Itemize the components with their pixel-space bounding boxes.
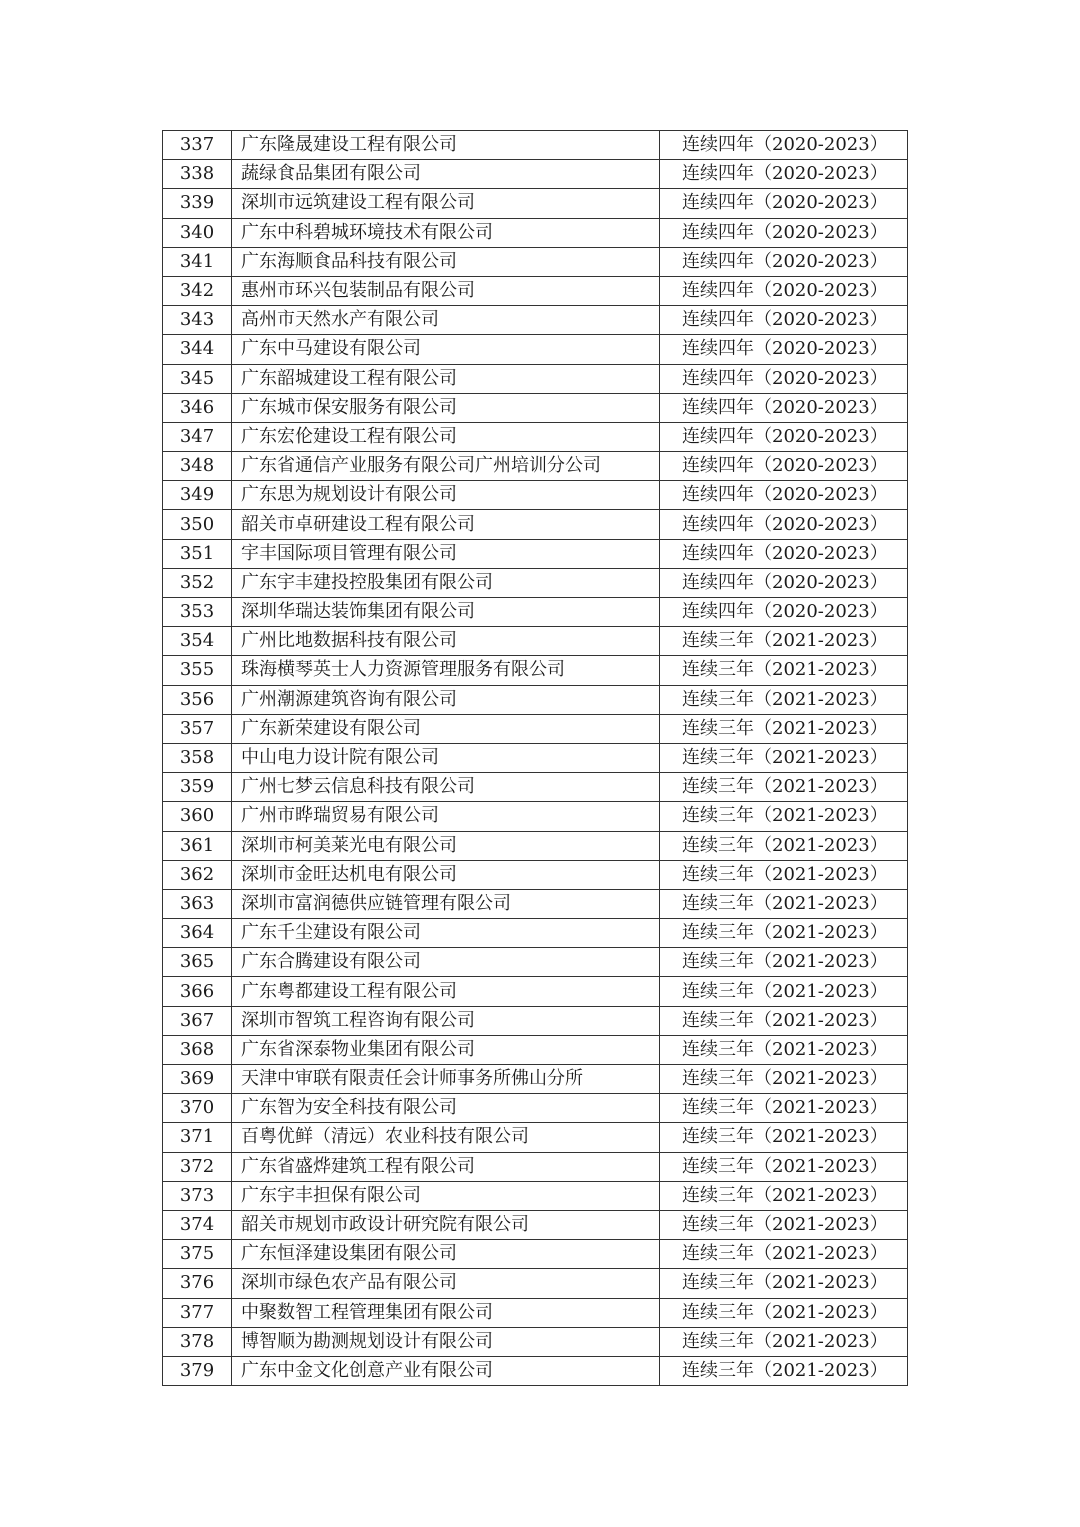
- table-row: [163, 1035, 908, 1064]
- table-row: [163, 1152, 908, 1181]
- company-name-cell: 广东智为安全科技有限公司: [232, 1094, 660, 1123]
- row-number-cell: 370: [163, 1094, 232, 1123]
- table-row: [163, 276, 908, 305]
- continuity-status-cell: 连续三年（2021-2023）: [660, 1035, 908, 1064]
- company-name-cell: 高州市天然水产有限公司: [232, 306, 660, 335]
- row-number-cell: 367: [163, 1006, 232, 1035]
- table-row: [163, 831, 908, 860]
- table-row: [163, 160, 908, 189]
- table-row: [163, 1269, 908, 1298]
- continuity-status-cell: 连续三年（2021-2023）: [660, 1123, 908, 1152]
- row-number-cell: 342: [163, 276, 232, 305]
- continuity-status-cell: 连续四年（2020-2023）: [660, 131, 908, 160]
- continuity-status-cell: 连续三年（2021-2023）: [660, 1240, 908, 1269]
- table-body: [163, 131, 908, 1386]
- row-number-cell: 369: [163, 1065, 232, 1094]
- row-number-cell: 364: [163, 919, 232, 948]
- row-number-cell: 338: [163, 160, 232, 189]
- company-name-cell: 珠海横琴英士人力资源管理服务有限公司: [232, 656, 660, 685]
- continuity-status-cell: 连续三年（2021-2023）: [660, 860, 908, 889]
- company-list-table-container: [162, 130, 908, 1386]
- continuity-status-cell: 连续三年（2021-2023）: [660, 1094, 908, 1123]
- company-name-cell: 广东省深泰物业集团有限公司: [232, 1035, 660, 1064]
- table-row: [163, 1065, 908, 1094]
- continuity-status-cell: 连续四年（2020-2023）: [660, 539, 908, 568]
- company-name-cell: 惠州市环兴包装制品有限公司: [232, 276, 660, 305]
- continuity-status-cell: 连续三年（2021-2023）: [660, 1065, 908, 1094]
- table-row: [163, 393, 908, 422]
- continuity-status-cell: 连续四年（2020-2023）: [660, 218, 908, 247]
- row-number-cell: 343: [163, 306, 232, 335]
- company-name-cell: 广东省盛烨建筑工程有限公司: [232, 1152, 660, 1181]
- row-number-cell: 355: [163, 656, 232, 685]
- company-name-cell: 广东千尘建设有限公司: [232, 919, 660, 948]
- company-name-cell: 广东海顺食品科技有限公司: [232, 247, 660, 276]
- row-number-cell: 359: [163, 773, 232, 802]
- company-name-cell: 广东中金文化创意产业有限公司: [232, 1356, 660, 1385]
- table-row: [163, 306, 908, 335]
- continuity-status-cell: 连续四年（2020-2023）: [660, 335, 908, 364]
- continuity-status-cell: 连续三年（2021-2023）: [660, 919, 908, 948]
- company-name-cell: 天津中审联有限责任会计师事务所佛山分所: [232, 1065, 660, 1094]
- continuity-status-cell: 连续三年（2021-2023）: [660, 656, 908, 685]
- continuity-status-cell: 连续三年（2021-2023）: [660, 627, 908, 656]
- row-number-cell: 345: [163, 364, 232, 393]
- table-row: [163, 568, 908, 597]
- company-name-cell: 广州比地数据科技有限公司: [232, 627, 660, 656]
- continuity-status-cell: 连续三年（2021-2023）: [660, 831, 908, 860]
- company-name-cell: 宇丰国际项目管理有限公司: [232, 539, 660, 568]
- row-number-cell: 349: [163, 481, 232, 510]
- row-number-cell: 352: [163, 568, 232, 597]
- table-row: [163, 714, 908, 743]
- table-row: [163, 1006, 908, 1035]
- table-row: [163, 977, 908, 1006]
- company-name-cell: 广州潮源建筑咨询有限公司: [232, 685, 660, 714]
- row-number-cell: 340: [163, 218, 232, 247]
- row-number-cell: 374: [163, 1210, 232, 1239]
- company-name-cell: 广东粤都建设工程有限公司: [232, 977, 660, 1006]
- row-number-cell: 379: [163, 1356, 232, 1385]
- row-number-cell: 372: [163, 1152, 232, 1181]
- company-name-cell: 深圳市智筑工程咨询有限公司: [232, 1006, 660, 1035]
- continuity-status-cell: 连续三年（2021-2023）: [660, 1210, 908, 1239]
- table-row: [163, 656, 908, 685]
- table-row: [163, 1210, 908, 1239]
- continuity-status-cell: 连续三年（2021-2023）: [660, 889, 908, 918]
- table-row: [163, 1356, 908, 1385]
- continuity-status-cell: 连续四年（2020-2023）: [660, 393, 908, 422]
- table-row: [163, 481, 908, 510]
- table-row: [163, 247, 908, 276]
- continuity-status-cell: 连续三年（2021-2023）: [660, 977, 908, 1006]
- row-number-cell: 346: [163, 393, 232, 422]
- row-number-cell: 348: [163, 452, 232, 481]
- table-row: [163, 889, 908, 918]
- continuity-status-cell: 连续四年（2020-2023）: [660, 364, 908, 393]
- table-row: [163, 1181, 908, 1210]
- row-number-cell: 361: [163, 831, 232, 860]
- continuity-status-cell: 连续四年（2020-2023）: [660, 452, 908, 481]
- company-list-table: [162, 130, 908, 1386]
- company-name-cell: 深圳市绿色农产品有限公司: [232, 1269, 660, 1298]
- company-name-cell: 广东宇丰担保有限公司: [232, 1181, 660, 1210]
- table-row: [163, 627, 908, 656]
- table-row: [163, 802, 908, 831]
- company-name-cell: 韶关市卓研建设工程有限公司: [232, 510, 660, 539]
- company-name-cell: 广东中科碧城环境技术有限公司: [232, 218, 660, 247]
- company-name-cell: 广州七梦云信息科技有限公司: [232, 773, 660, 802]
- row-number-cell: 344: [163, 335, 232, 364]
- table-row: [163, 919, 908, 948]
- continuity-status-cell: 连续四年（2020-2023）: [660, 422, 908, 451]
- company-name-cell: 广东新荣建设有限公司: [232, 714, 660, 743]
- company-name-cell: 深圳华瑞达装饰集团有限公司: [232, 598, 660, 627]
- table-row: [163, 743, 908, 772]
- company-name-cell: 广东城市保安服务有限公司: [232, 393, 660, 422]
- table-row: [163, 685, 908, 714]
- row-number-cell: 376: [163, 1269, 232, 1298]
- company-name-cell: 广东恒泽建设集团有限公司: [232, 1240, 660, 1269]
- company-name-cell: 广东合腾建设有限公司: [232, 948, 660, 977]
- table-row: [163, 1298, 908, 1327]
- company-name-cell: 广东隆晟建设工程有限公司: [232, 131, 660, 160]
- table-row: [163, 452, 908, 481]
- company-name-cell: 广东韶城建设工程有限公司: [232, 364, 660, 393]
- company-name-cell: 蔬绿食品集团有限公司: [232, 160, 660, 189]
- row-number-cell: 375: [163, 1240, 232, 1269]
- continuity-status-cell: 连续四年（2020-2023）: [660, 189, 908, 218]
- row-number-cell: 350: [163, 510, 232, 539]
- continuity-status-cell: 连续三年（2021-2023）: [660, 685, 908, 714]
- table-row: [163, 1327, 908, 1356]
- company-name-cell: 深圳市金旺达机电有限公司: [232, 860, 660, 889]
- continuity-status-cell: 连续四年（2020-2023）: [660, 276, 908, 305]
- row-number-cell: 377: [163, 1298, 232, 1327]
- table-row: [163, 422, 908, 451]
- company-name-cell: 深圳市柯美莱光电有限公司: [232, 831, 660, 860]
- row-number-cell: 362: [163, 860, 232, 889]
- row-number-cell: 365: [163, 948, 232, 977]
- table-row: [163, 335, 908, 364]
- company-name-cell: 韶关市规划市政设计研究院有限公司: [232, 1210, 660, 1239]
- company-name-cell: 百粤优鲜（清远）农业科技有限公司: [232, 1123, 660, 1152]
- continuity-status-cell: 连续四年（2020-2023）: [660, 247, 908, 276]
- continuity-status-cell: 连续三年（2021-2023）: [660, 1152, 908, 1181]
- row-number-cell: 366: [163, 977, 232, 1006]
- table-row: [163, 189, 908, 218]
- table-row: [163, 539, 908, 568]
- table-row: [163, 1123, 908, 1152]
- row-number-cell: 347: [163, 422, 232, 451]
- row-number-cell: 354: [163, 627, 232, 656]
- row-number-cell: 351: [163, 539, 232, 568]
- table-row: [163, 860, 908, 889]
- company-name-cell: 广东省通信产业服务有限公司广州培训分公司: [232, 452, 660, 481]
- company-name-cell: 博智顺为勘测规划设计有限公司: [232, 1327, 660, 1356]
- company-name-cell: 深圳市富润德供应链管理有限公司: [232, 889, 660, 918]
- table-row: [163, 773, 908, 802]
- table-row: [163, 364, 908, 393]
- row-number-cell: 358: [163, 743, 232, 772]
- continuity-status-cell: 连续三年（2021-2023）: [660, 948, 908, 977]
- table-row: [163, 598, 908, 627]
- row-number-cell: 378: [163, 1327, 232, 1356]
- continuity-status-cell: 连续三年（2021-2023）: [660, 1269, 908, 1298]
- company-name-cell: 中聚数智工程管理集团有限公司: [232, 1298, 660, 1327]
- continuity-status-cell: 连续四年（2020-2023）: [660, 598, 908, 627]
- continuity-status-cell: 连续四年（2020-2023）: [660, 568, 908, 597]
- row-number-cell: 357: [163, 714, 232, 743]
- company-name-cell: 广东中马建设有限公司: [232, 335, 660, 364]
- continuity-status-cell: 连续四年（2020-2023）: [660, 160, 908, 189]
- row-number-cell: 341: [163, 247, 232, 276]
- row-number-cell: 353: [163, 598, 232, 627]
- row-number-cell: 356: [163, 685, 232, 714]
- continuity-status-cell: 连续三年（2021-2023）: [660, 1327, 908, 1356]
- row-number-cell: 368: [163, 1035, 232, 1064]
- row-number-cell: 339: [163, 189, 232, 218]
- continuity-status-cell: 连续三年（2021-2023）: [660, 1356, 908, 1385]
- continuity-status-cell: 连续三年（2021-2023）: [660, 802, 908, 831]
- continuity-status-cell: 连续四年（2020-2023）: [660, 510, 908, 539]
- table-row: [163, 948, 908, 977]
- continuity-status-cell: 连续三年（2021-2023）: [660, 743, 908, 772]
- table-row: [163, 510, 908, 539]
- continuity-status-cell: 连续四年（2020-2023）: [660, 306, 908, 335]
- row-number-cell: 337: [163, 131, 232, 160]
- company-name-cell: 广东宇丰建投控股集团有限公司: [232, 568, 660, 597]
- table-row: [163, 1094, 908, 1123]
- row-number-cell: 371: [163, 1123, 232, 1152]
- company-name-cell: 中山电力设计院有限公司: [232, 743, 660, 772]
- table-row: [163, 1240, 908, 1269]
- row-number-cell: 363: [163, 889, 232, 918]
- company-name-cell: 深圳市远筑建设工程有限公司: [232, 189, 660, 218]
- table-row: [163, 218, 908, 247]
- row-number-cell: 360: [163, 802, 232, 831]
- table-row: [163, 131, 908, 160]
- continuity-status-cell: 连续四年（2020-2023）: [660, 481, 908, 510]
- continuity-status-cell: 连续三年（2021-2023）: [660, 773, 908, 802]
- continuity-status-cell: 连续三年（2021-2023）: [660, 1006, 908, 1035]
- company-name-cell: 广东思为规划设计有限公司: [232, 481, 660, 510]
- company-name-cell: 广州市晔瑞贸易有限公司: [232, 802, 660, 831]
- company-name-cell: 广东宏伦建设工程有限公司: [232, 422, 660, 451]
- continuity-status-cell: 连续三年（2021-2023）: [660, 1181, 908, 1210]
- row-number-cell: 373: [163, 1181, 232, 1210]
- continuity-status-cell: 连续三年（2021-2023）: [660, 1298, 908, 1327]
- continuity-status-cell: 连续三年（2021-2023）: [660, 714, 908, 743]
